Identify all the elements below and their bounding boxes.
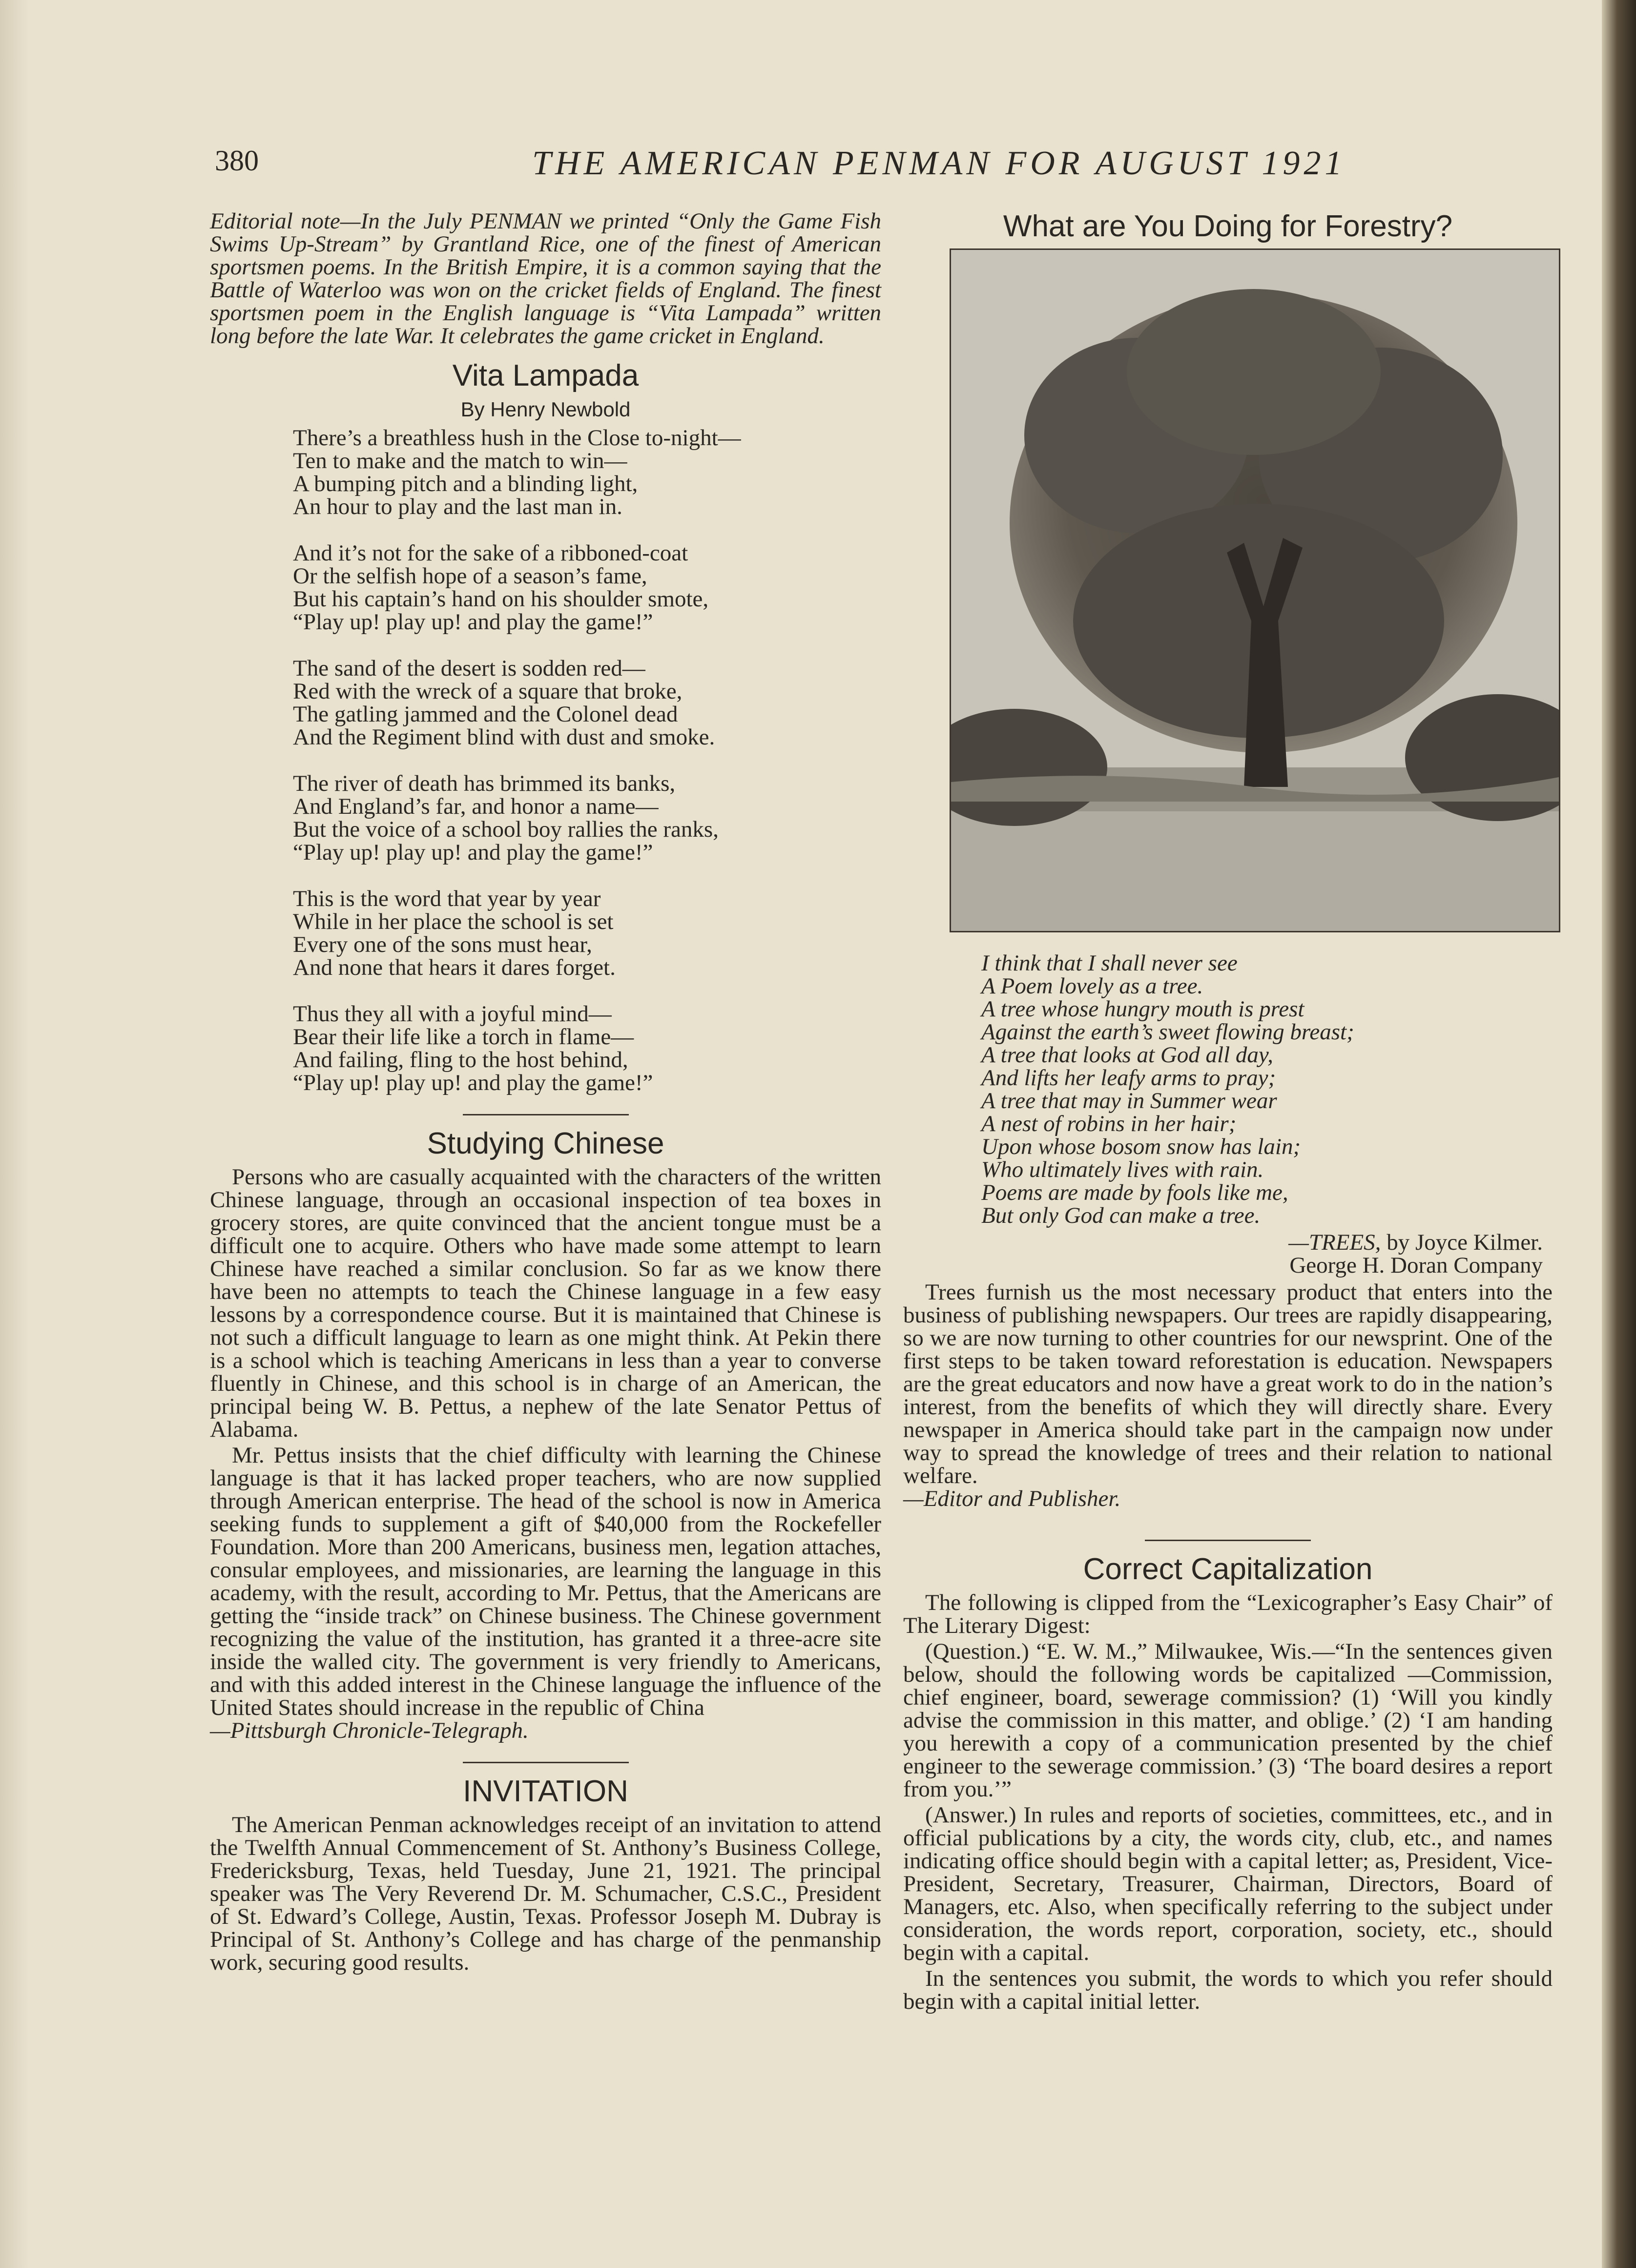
trees-credit bbox=[903, 1231, 1543, 1254]
chinese-paragraph-2: Mr. Pettus insists that the chief difficulty with learning the Chinese language is that it has lacked proper teachers, who are now supplied through American enterprise. The head of the school is now in America seeking funds to supplement a gift of $40,000 from the Rockefeller Foundation. More than 200 Americans, business men, legation attaches, consular employees, and missionaries, are learning the language in this academy, with the result, according to Mr. Pettus, that the Americans are getting the “inside track” on Chinese business. The Chinese government recognizing the value of the institution, has granted it a three-acre site inside the walled city. The government is very friendly to Americans, and with this added interest in the Chinese language the influence of the United States should increase in the republic of China bbox=[210, 1443, 881, 1720]
tree-photograph bbox=[950, 248, 1560, 932]
trees-poem bbox=[981, 952, 1553, 1227]
poem-line: Bear their life like a torch in flame— bbox=[293, 1024, 634, 1050]
invitation-title: INVITATION bbox=[463, 1774, 628, 1808]
poem-line: And lifts her leafy arms to pray; bbox=[981, 1065, 1276, 1091]
right-column bbox=[903, 209, 1553, 2016]
forestry-signoff: —Editor and Publisher. bbox=[903, 1486, 1121, 1511]
poem-line: A bumping pitch and a blinding light, bbox=[293, 471, 638, 496]
poem-line: Upon whose bosom snow has lain; bbox=[981, 1134, 1301, 1159]
poem-line: The river of death has brimmed its banks, bbox=[293, 771, 676, 796]
left-column bbox=[210, 210, 881, 1977]
section-divider bbox=[463, 1114, 629, 1115]
correct-capitalization-title: Correct Capitalization bbox=[1083, 1552, 1373, 1586]
poem-line: And England’s far, and honor a name— bbox=[293, 794, 659, 819]
poem-line: “Play up! play up! and play the game!” bbox=[293, 1070, 653, 1095]
studying-chinese-title: Studying Chinese bbox=[427, 1127, 664, 1160]
section-divider bbox=[1145, 1540, 1311, 1541]
poem-line: But only God can make a tree. bbox=[981, 1203, 1261, 1228]
stanza-1 bbox=[293, 427, 881, 518]
poem-line: “Play up! play up! and play the game!” bbox=[293, 609, 653, 635]
trees-credit-title: —TREES, bbox=[1288, 1230, 1381, 1255]
stanza-4 bbox=[293, 772, 881, 864]
poem-line: An hour to play and the last man in. bbox=[293, 494, 622, 519]
poem-line: But his captain’s hand on his shoulder smote, bbox=[293, 586, 709, 612]
poem-line: And failing, fling to the host behind, bbox=[293, 1047, 628, 1072]
page-number: 380 bbox=[215, 144, 259, 177]
invitation-text: The American Penman acknowledges receipt of an invitation to attend the Twelfth Annual Commencement of St. Anthony’s Business College, Fredericksburg, Texas, held Tuesday, June 21, 1921. The principal speaker was The Very Reverend Dr. M. Schumacher, C.S.C., President of St. Edward’s College, Austin, Texas. Professor Joseph M. Dubray is Principal of St. Anthony’s College and has charge of the penmanship work, securing good results. bbox=[210, 1812, 881, 1975]
poem-line: But the voice of a school boy rallies the ranks, bbox=[293, 817, 719, 842]
vita-lampada-title: Vita Lampada bbox=[452, 359, 639, 392]
binding-gutter bbox=[1602, 0, 1636, 2268]
capitalization-final: In the sentences you submit, the words to which you refer should begin with a capital initial letter. bbox=[903, 1966, 1553, 2014]
poem-line: I think that I shall never see bbox=[981, 950, 1238, 976]
poem-line: “Play up! play up! and play the game!” bbox=[293, 840, 653, 865]
poem-line: While in her place the school is set bbox=[293, 909, 614, 934]
trees-credit-author: by Joyce Kilmer. bbox=[1387, 1230, 1543, 1255]
poem-line: A Poem lovely as a tree. bbox=[981, 973, 1203, 999]
poem-line: There’s a breathless hush in the Close to-night— bbox=[293, 425, 741, 451]
poem-line: And none that hears it dares forget. bbox=[293, 955, 616, 980]
poem-line: A tree that looks at God all day, bbox=[981, 1042, 1273, 1068]
editorial-note: Editorial note—In the July PENMAN we printed “Only the Game Fish Swims Up-Stream” by Grantland Rice, one of the finest of American sportsmen poems. In the British Empire, it is a common saying that the Battle of Waterloo was won on the cricket fields of England. The finest sportsmen poem in the English language is “Vita Lampada” written long before the late War. It celebrates the game cricket in England. bbox=[210, 208, 881, 349]
forestry-paragraph: Trees furnish us the most necessary product that enters into the business of publishing newspapers. Our trees are rapidly disappearing, so we are now turning to other countries for our newsprint. One of the first steps to be taken toward reforestation is education. Newspapers are the great educators and now have a great work to do in the nation’s interest, from the benefits of which they will directly share. Every newspaper in America should take part in the campaign now under way to spread the knowledge of trees and their relation to national welfare. bbox=[903, 1279, 1553, 1488]
poem-line: Poems are made by fools like me, bbox=[981, 1180, 1288, 1205]
poem-line: And it’s not for the sake of a ribboned-coat bbox=[293, 540, 688, 566]
section-divider bbox=[463, 1762, 629, 1763]
chinese-source: —Pittsburgh Chronicle-Telegraph. bbox=[210, 1718, 529, 1743]
stanza-2 bbox=[293, 542, 881, 634]
poem-line: The gatling jammed and the Colonel dead bbox=[293, 701, 678, 727]
poem-line: Thus they all with a joyful mind— bbox=[293, 1001, 612, 1027]
poem-byline: By Henry Newbold bbox=[460, 398, 631, 421]
poem-line: This is the word that year by year bbox=[293, 886, 601, 911]
chinese-paragraph-1: Persons who are casually acquainted with the characters of the written Chinese language, through an occasional inspection of tea boxes in grocery stores, are quite convinced that the ancient tongue must be a difficult one to acquire. Others who have made some attempt to learn Chinese have reached a similar conclusion. So far as we know there have been no attempts to teach the Chinese language in a few easy lessons by a correspondence course. But it is maintained that Chinese is not such a difficult language to learn as one might think. At Pekin there is a school which is teaching Americans in less than a year to converse fluently in Chinese, and this school is in charge of an American, the principal being W. B. Pettus, a nephew of the late Senator Pettus of Alabama. bbox=[210, 1164, 881, 1442]
poem-line: Red with the wreck of a square that broke, bbox=[293, 679, 683, 704]
running-title: THE AMERICAN PENMAN FOR AUGUST 1921 bbox=[532, 144, 1346, 182]
poem-line: Who ultimately lives with rain. bbox=[981, 1157, 1264, 1182]
poem-line: A tree whose hungry mouth is prest bbox=[981, 996, 1305, 1022]
poem-line: A nest of robins in her hair; bbox=[981, 1111, 1237, 1136]
running-header bbox=[215, 144, 1562, 188]
stanza-3 bbox=[293, 657, 881, 749]
poem-line: Or the selfish hope of a season’s fame, bbox=[293, 563, 647, 589]
poem-line: And the Regiment blind with dust and smoke. bbox=[293, 724, 715, 750]
trees-publisher: George H. Doran Company bbox=[1289, 1253, 1543, 1278]
capitalization-answer: (Answer.) In rules and reports of societies, committees, etc., and in official publications by a city, the words city, club, etc., and names indicating office should begin with a capital letter; as, President, Vice-President, Secretary, Treasurer, Chairman, Directors, Board of Managers, etc. Also, when specifically referring to the subject under consideration, the words report, corporation, society, etc., should begin with a capital. bbox=[903, 1802, 1553, 1965]
stanza-6 bbox=[293, 1003, 881, 1094]
elm-tree-image bbox=[951, 250, 1559, 931]
capitalization-question: (Question.) “E. W. M.,” Milwaukee, Wis.—“In the sentences given below, should the following words be capitalized —Commission, chief engineer, board, sewerage commission? (1) ‘Will you kindly advise the commission in this matter, and oblige.’ (2) ‘I am handing you herewith a copy of a communication presented by the chief engineer to the sewerage commission.’ (3) ‘The board desires a report from you.’” bbox=[903, 1639, 1553, 1802]
poem-line: Ten to make and the match to win— bbox=[293, 448, 627, 474]
poem-line: The sand of the desert is sodden red— bbox=[293, 656, 645, 681]
poem-line: Every one of the sons must hear, bbox=[293, 932, 592, 957]
forestry-title: What are You Doing for Forestry? bbox=[1003, 209, 1453, 243]
poem-line: A tree that may in Summer wear bbox=[981, 1088, 1277, 1113]
page-edge-shadow bbox=[0, 0, 29, 2268]
capitalization-intro: The following is clipped from the “Lexicographer’s Easy Chair” of The Literary Digest: bbox=[903, 1590, 1553, 1638]
stanza-5 bbox=[293, 887, 881, 979]
poem-line: Against the earth’s sweet flowing breast; bbox=[981, 1019, 1354, 1045]
